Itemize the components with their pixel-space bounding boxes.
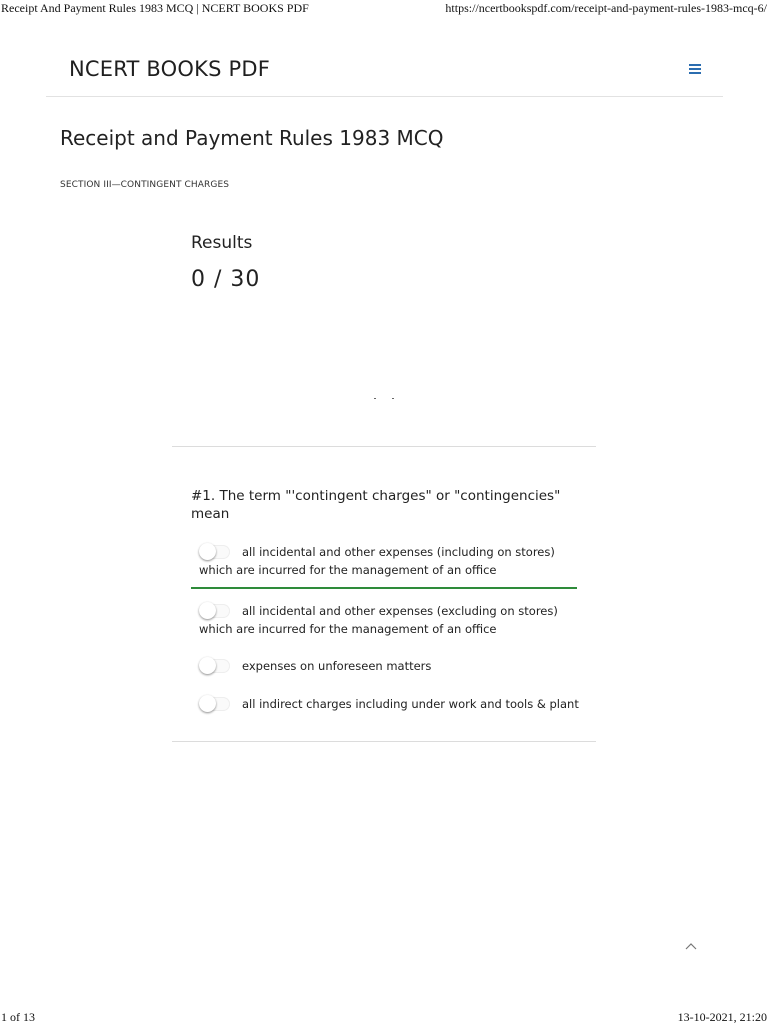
option-text: all indirect charges including under work and tools & plant — [242, 697, 579, 711]
print-page-number: 1 of 13 — [1, 1010, 35, 1024]
print-page-url: https://ncertbookspdf.com/receipt-and-payment-rules-1983-mcq-6/ — [445, 1, 767, 15]
chevron-up-icon[interactable] — [684, 937, 698, 949]
site-header — [46, 40, 723, 97]
page-title: Receipt and Payment Rules 1983 MCQ — [60, 126, 444, 150]
print-datetime: 13-10-2021, 21:20 — [677, 1010, 767, 1024]
hamburger-icon[interactable] — [689, 64, 701, 75]
option-text: all incidental and other expenses (including on stores) — [242, 545, 555, 559]
section-label: SECTION III—CONTINGENT CHARGES — [60, 180, 230, 190]
option-text: which are incurred for the management of an office — [199, 563, 497, 577]
print-header — [0, 0, 768, 16]
results-score: 0 / 30 — [191, 267, 261, 292]
option-text: all incidental and other expenses (excluding on stores) — [242, 604, 558, 618]
option-text: expenses on unforeseen matters — [242, 659, 432, 673]
divider-bottom — [172, 741, 596, 742]
divider-top — [172, 446, 596, 447]
option-text: which are incurred for the management of an office — [199, 622, 497, 636]
question-text: #1. The term "'contingent charges" or "contingencies" mean — [191, 488, 561, 522]
correct-answer-indicator — [191, 587, 577, 589]
loading-dots — [372, 396, 398, 402]
toggle-switch-icon[interactable] — [199, 695, 231, 713]
toggle-switch-icon[interactable] — [199, 543, 231, 561]
toggle-switch-icon[interactable] — [199, 602, 231, 620]
site-title[interactable]: NCERT BOOKS PDF — [69, 57, 270, 81]
print-footer — [0, 1009, 768, 1025]
results-label: Results — [191, 233, 253, 253]
toggle-switch-icon[interactable] — [199, 657, 231, 675]
print-page-title: Receipt And Payment Rules 1983 MCQ | NCERT BOOKS PDF — [1, 1, 309, 15]
